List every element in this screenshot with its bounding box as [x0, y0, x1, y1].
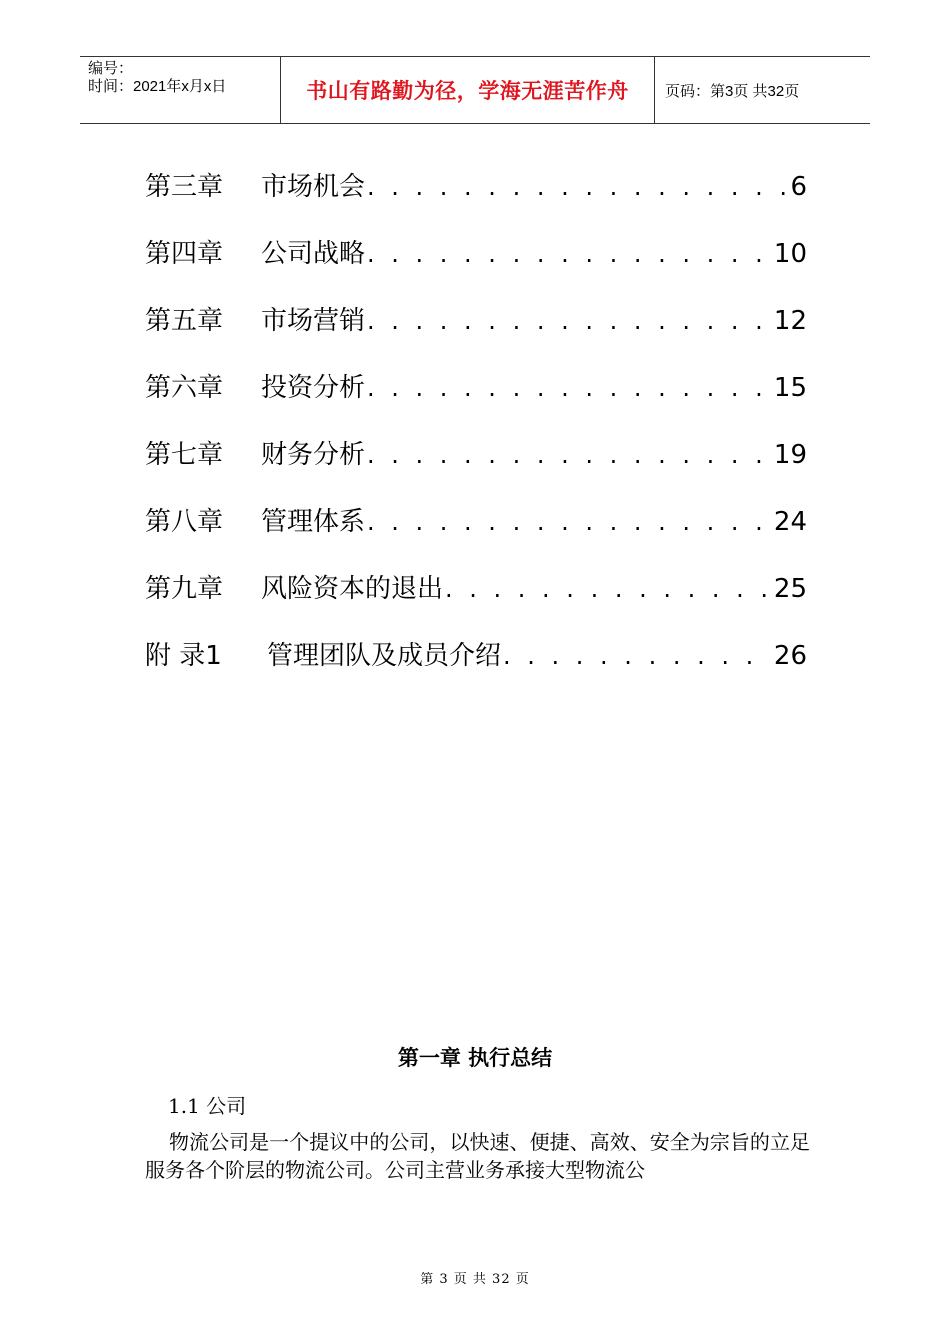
toc-entry[interactable]: [145, 298, 807, 365]
toc-leader-dots: [443, 566, 772, 612]
header-page-info: 页码：第3页 共32页: [665, 82, 800, 100]
toc-chapter-label: 第七章: [145, 440, 224, 470]
toc-leader-dots: [365, 164, 788, 210]
toc-chapter-label: 第六章: [145, 373, 224, 403]
toc-chapter-label: 第九章: [145, 574, 224, 604]
toc-title: 市场机会: [261, 172, 366, 202]
toc-page-number: 19: [773, 440, 807, 470]
toc-entry[interactable]: [145, 499, 807, 566]
toc-entry[interactable]: [145, 365, 807, 432]
toc-page-number: 25: [773, 574, 807, 604]
time-label: 时间：2021年x月x日: [88, 78, 227, 95]
body-paragraph: 物流公司是一个提议中的公司，以快速、便捷、高效、安全为宗旨的立足服务各个阶层的物流公司。公司主营业务承接大型物流公: [145, 1130, 810, 1182]
toc-chapter-label: 第五章: [145, 306, 224, 336]
chapter-heading: 第一章 执行总结: [397, 1046, 553, 1070]
table-of-contents: [145, 164, 807, 700]
toc-chapter-label: 第三章: [145, 172, 224, 202]
toc-title: 风险资本的退出: [261, 574, 444, 604]
toc-leader-dots: [365, 365, 772, 411]
toc-title: 市场营销: [261, 306, 366, 336]
toc-title: 管理体系: [261, 507, 366, 537]
toc-leader-dots: [365, 432, 772, 478]
toc-page-number: 26: [773, 641, 807, 671]
toc-chapter-label: 附 录1: [145, 641, 222, 671]
toc-title: 公司战略: [261, 239, 366, 269]
toc-leader-dots: [365, 499, 772, 545]
toc-leader-dots: [365, 298, 772, 344]
toc-entry[interactable]: [145, 633, 807, 700]
toc-page-number: 15: [773, 373, 807, 403]
page-header: [80, 56, 870, 124]
toc-page-number: 10: [773, 239, 807, 269]
page-footer: 第 3 页 共 32 页: [420, 1272, 530, 1287]
toc-page-number: 24: [773, 507, 807, 537]
section-heading: 1.1 公司: [168, 1094, 247, 1118]
toc-chapter-label: 第四章: [145, 239, 224, 269]
toc-chapter-label: 第八章: [145, 507, 224, 537]
header-motto: 书山有路勤为径，学海无涯苦作舟: [281, 57, 655, 123]
toc-page-number: 6: [790, 172, 807, 202]
toc-page-number: 12: [773, 306, 807, 336]
toc-title: 投资分析: [261, 373, 366, 403]
toc-leader-dots: [501, 633, 772, 679]
toc-entry[interactable]: [145, 164, 807, 231]
toc-entry[interactable]: [145, 231, 807, 298]
toc-leader-dots: [365, 231, 772, 277]
toc-entry[interactable]: [145, 432, 807, 499]
serial-number-label: 编号：: [88, 60, 134, 77]
header-meta: [80, 57, 281, 123]
toc-title: 管理团队及成员介绍: [267, 641, 502, 671]
toc-title: 财务分析: [261, 440, 366, 470]
toc-entry[interactable]: [145, 566, 807, 633]
